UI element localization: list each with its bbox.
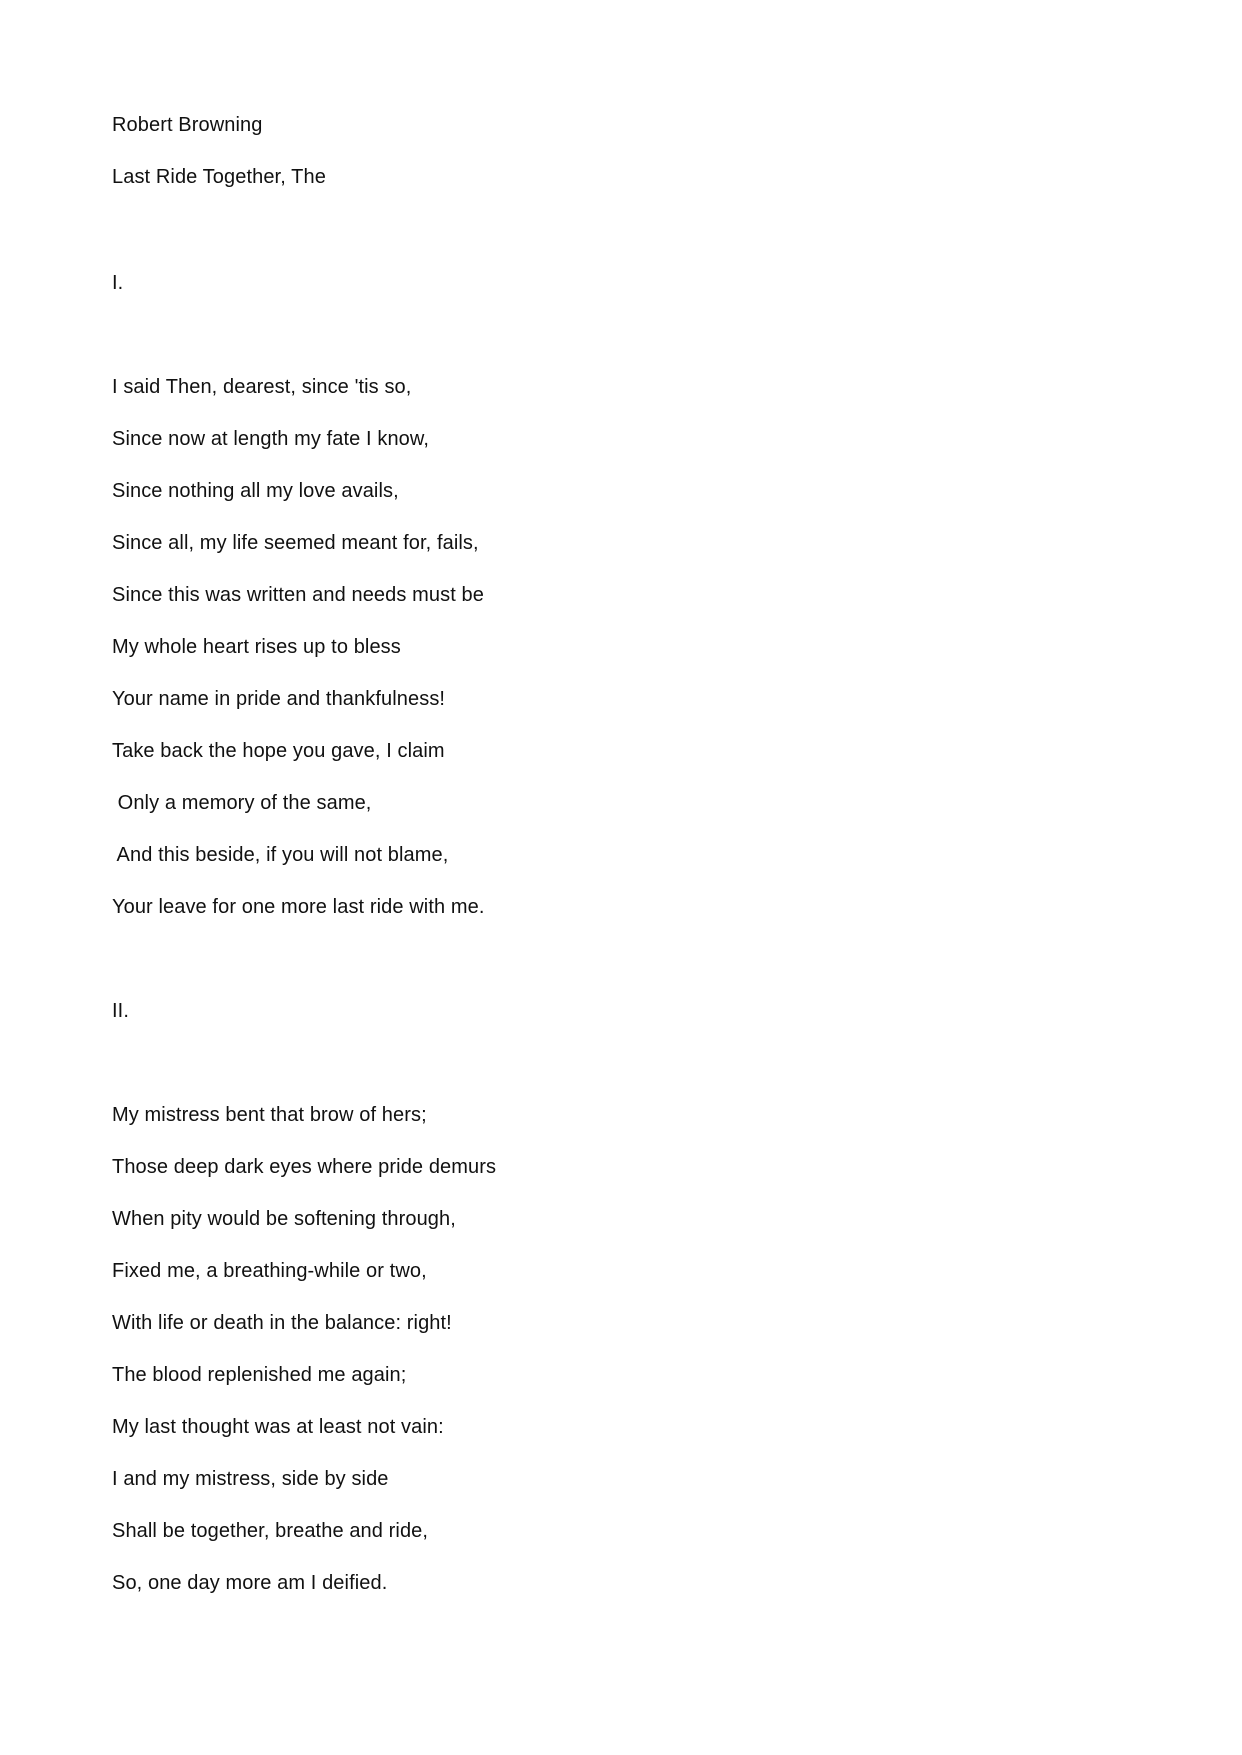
poem-line: Since nothing all my love avails, bbox=[112, 480, 399, 502]
poem-line: My whole heart rises up to bless bbox=[112, 636, 401, 658]
poem-line: So, one day more am I deified. bbox=[112, 1572, 388, 1594]
poem-line: I said Then, dearest, since 'tis so, bbox=[112, 376, 412, 398]
poem-line: And this beside, if you will not blame, bbox=[112, 844, 449, 866]
poem-line: Your name in pride and thankfulness! bbox=[112, 688, 446, 710]
poem-line: My mistress bent that brow of hers; bbox=[112, 1104, 427, 1126]
poem-line: Fixed me, a breathing-while or two, bbox=[112, 1260, 427, 1282]
poem-line: Since all, my life seemed meant for, fails, bbox=[112, 532, 479, 554]
stanza-numeral: II. bbox=[112, 1000, 129, 1022]
poem-line: Since this was written and needs must be bbox=[112, 584, 484, 606]
poem-line: Since now at length my fate I know, bbox=[112, 428, 430, 450]
poem-line: With life or death in the balance: right! bbox=[112, 1312, 452, 1334]
poem-line: Shall be together, breathe and ride, bbox=[112, 1520, 429, 1542]
poem-line: Take back the hope you gave, I claim bbox=[112, 740, 445, 762]
poem-line: The blood replenished me again; bbox=[112, 1364, 407, 1386]
poem-line: Those deep dark eyes where pride demurs bbox=[112, 1156, 497, 1178]
poem-line: My last thought was at least not vain: bbox=[112, 1416, 444, 1438]
stanza-numeral: I. bbox=[112, 272, 124, 294]
poem-line: When pity would be softening through, bbox=[112, 1208, 456, 1230]
poem-line: Your leave for one more last ride with me. bbox=[112, 896, 485, 918]
poem-line: Only a memory of the same, bbox=[112, 792, 372, 814]
author-name: Robert Browning bbox=[112, 114, 263, 136]
poem-line: I and my mistress, side by side bbox=[112, 1468, 389, 1490]
poem-title: Last Ride Together, The bbox=[112, 166, 326, 188]
